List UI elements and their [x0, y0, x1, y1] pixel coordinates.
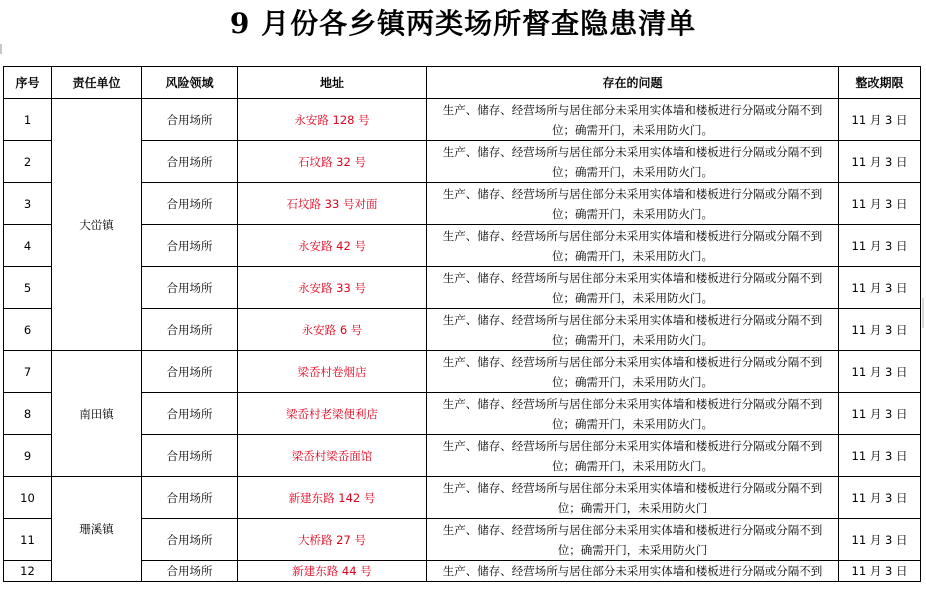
address-cell: 石坟路 32 号 [238, 141, 427, 183]
address-cell: 新建东路 142 号 [238, 477, 427, 519]
issue-line: 位；确需开门，未采用防火门。 [552, 374, 713, 389]
risk-cell: 合用场所 [142, 309, 238, 351]
address-cell: 石坟路 33 号对面 [238, 183, 427, 225]
issue-line: 位；确需开门，未采用防火门。 [552, 458, 713, 473]
address-cell: 梁岙村老梁便利店 [238, 393, 427, 435]
row-no: 10 [4, 477, 52, 519]
address-cell: 新建东路 44 号 [238, 561, 427, 582]
header-deadline: 整改期限 [839, 67, 921, 99]
issue-cell [427, 183, 839, 225]
risk-cell: 合用场所 [142, 99, 238, 141]
issue-cell [427, 561, 839, 582]
address-cell: 永安路 33 号 [238, 267, 427, 309]
issue-line: 位；确需开门，未采用防火门。 [552, 164, 713, 179]
table-row [4, 351, 921, 393]
header-risk: 风险领域 [142, 67, 238, 99]
issue-line: 位；确需开门，未采用防火门。 [552, 206, 713, 221]
deadline-cell: 11 月 3 日 [839, 141, 921, 183]
issue-line: 位；确需开门，未采用防火门。 [552, 332, 713, 347]
issue-line: 生产、储存、经营场所与居住部分未采用实体墙和楼板进行分隔或分隔不到 [442, 522, 823, 537]
issue-cell [427, 435, 839, 477]
risk-cell: 合用场所 [142, 519, 238, 561]
address-cell: 梁岙村梁岙面馆 [238, 435, 427, 477]
issue-line: 生产、储存、经营场所与居住部分未采用实体墙和楼板进行分隔或分隔不到 [442, 144, 823, 159]
issue-cell [427, 351, 839, 393]
row-no: 2 [4, 141, 52, 183]
header-issue: 存在的问题 [427, 67, 839, 99]
issue-line: 位；确需开门，未采用防火门。 [552, 122, 713, 137]
issue-cell [427, 519, 839, 561]
issue-line: 生产、储存、经营场所与居住部分未采用实体墙和楼板进行分隔或分隔不到 [442, 270, 823, 285]
issue-line: 生产、储存、经营场所与居住部分未采用实体墙和楼板进行分隔或分隔不到 [442, 354, 823, 369]
row-no: 3 [4, 183, 52, 225]
address-cell: 梁岙村卷烟店 [238, 351, 427, 393]
risk-cell: 合用场所 [142, 435, 238, 477]
issue-line: 位；确需开门，未采用防火门 [557, 500, 708, 515]
issue-line: 生产、储存、经营场所与居住部分未采用实体墙和楼板进行分隔或分隔不到 [442, 564, 823, 578]
address-cell: 永安路 128 号 [238, 99, 427, 141]
deadline-cell: 11 月 3 日 [839, 309, 921, 351]
issue-line: 生产、储存、经营场所与居住部分未采用实体墙和楼板进行分隔或分隔不到 [442, 396, 823, 411]
table-row [4, 561, 921, 582]
unit-cell: 大峃镇 [52, 99, 142, 351]
issue-line: 位；确需开门，未采用防火门。 [552, 248, 713, 263]
issue-line: 生产、储存、经营场所与居住部分未采用实体墙和楼板进行分隔或分隔不到 [442, 186, 823, 201]
deadline-cell: 11 月 3 日 [839, 99, 921, 141]
risk-cell: 合用场所 [142, 183, 238, 225]
issue-line: 生产、储存、经营场所与居住部分未采用实体墙和楼板进行分隔或分隔不到 [442, 312, 823, 327]
deadline-cell: 11 月 3 日 [839, 351, 921, 393]
issue-line: 生产、储存、经营场所与居住部分未采用实体墙和楼板进行分隔或分隔不到 [442, 228, 823, 243]
deadline-cell: 11 月 3 日 [839, 561, 921, 582]
deadline-cell: 11 月 3 日 [839, 225, 921, 267]
issue-line: 生产、储存、经营场所与居住部分未采用实体墙和楼板进行分隔或分隔不到 [442, 438, 823, 453]
address-cell: 永安路 42 号 [238, 225, 427, 267]
address-cell: 大桥路 27 号 [238, 519, 427, 561]
table-row [4, 435, 921, 477]
deadline-cell: 11 月 3 日 [839, 477, 921, 519]
table-row [4, 309, 921, 351]
row-no: 7 [4, 351, 52, 393]
issue-line: 位；确需开门，未采用防火门 [557, 542, 708, 557]
row-no: 11 [4, 519, 52, 561]
deadline-cell: 11 月 3 日 [839, 183, 921, 225]
row-no: 4 [4, 225, 52, 267]
unit-cell: 珊溪镇 [52, 477, 142, 582]
risk-cell: 合用场所 [142, 393, 238, 435]
table-header-row [4, 67, 921, 99]
table-row [4, 519, 921, 561]
risk-cell: 合用场所 [142, 561, 238, 582]
issue-cell [427, 477, 839, 519]
deadline-cell: 11 月 3 日 [839, 393, 921, 435]
row-no: 9 [4, 435, 52, 477]
issue-line: 生产、储存、经营场所与居住部分未采用实体墙和楼板进行分隔或分隔不到 [442, 480, 823, 495]
deadline-cell: 11 月 3 日 [839, 435, 921, 477]
header-unit: 责任单位 [52, 67, 142, 99]
scrollbar-fragment [922, 298, 924, 328]
row-no: 1 [4, 99, 52, 141]
document-title: 9 月份各乡镇两类场所督查隐患清单 [229, 7, 697, 40]
issue-line: 位；确需开门，未采用防火门。 [552, 416, 713, 431]
unit-cell: 南田镇 [52, 351, 142, 477]
table-row [4, 99, 921, 141]
risk-cell: 合用场所 [142, 267, 238, 309]
risk-cell: 合用场所 [142, 141, 238, 183]
row-no: 6 [4, 309, 52, 351]
deadline-cell: 11 月 3 日 [839, 267, 921, 309]
hazard-list-table [3, 66, 921, 582]
issue-line: 生产、储存、经营场所与居住部分未采用实体墙和楼板进行分隔或分隔不到 [442, 102, 823, 117]
table-row [4, 393, 921, 435]
table-row [4, 141, 921, 183]
risk-cell: 合用场所 [142, 351, 238, 393]
table-row [4, 477, 921, 519]
row-no: 8 [4, 393, 52, 435]
table-row [4, 225, 921, 267]
issue-cell [427, 267, 839, 309]
issue-cell [427, 225, 839, 267]
risk-cell: 合用场所 [142, 225, 238, 267]
issue-cell [427, 309, 839, 351]
table-row [4, 267, 921, 309]
address-cell: 永安路 6 号 [238, 309, 427, 351]
row-no: 12 [4, 561, 52, 582]
header-address: 地址 [238, 67, 427, 99]
issue-line: 位；确需开门，未采用防火门。 [552, 290, 713, 305]
risk-cell: 合用场所 [142, 477, 238, 519]
deadline-cell: 11 月 3 日 [839, 519, 921, 561]
issue-cell [427, 141, 839, 183]
issue-cell [427, 99, 839, 141]
sheet-edge-marker [0, 44, 2, 54]
header-no: 序号 [4, 67, 52, 99]
row-no: 5 [4, 267, 52, 309]
table-row [4, 183, 921, 225]
issue-cell [427, 393, 839, 435]
